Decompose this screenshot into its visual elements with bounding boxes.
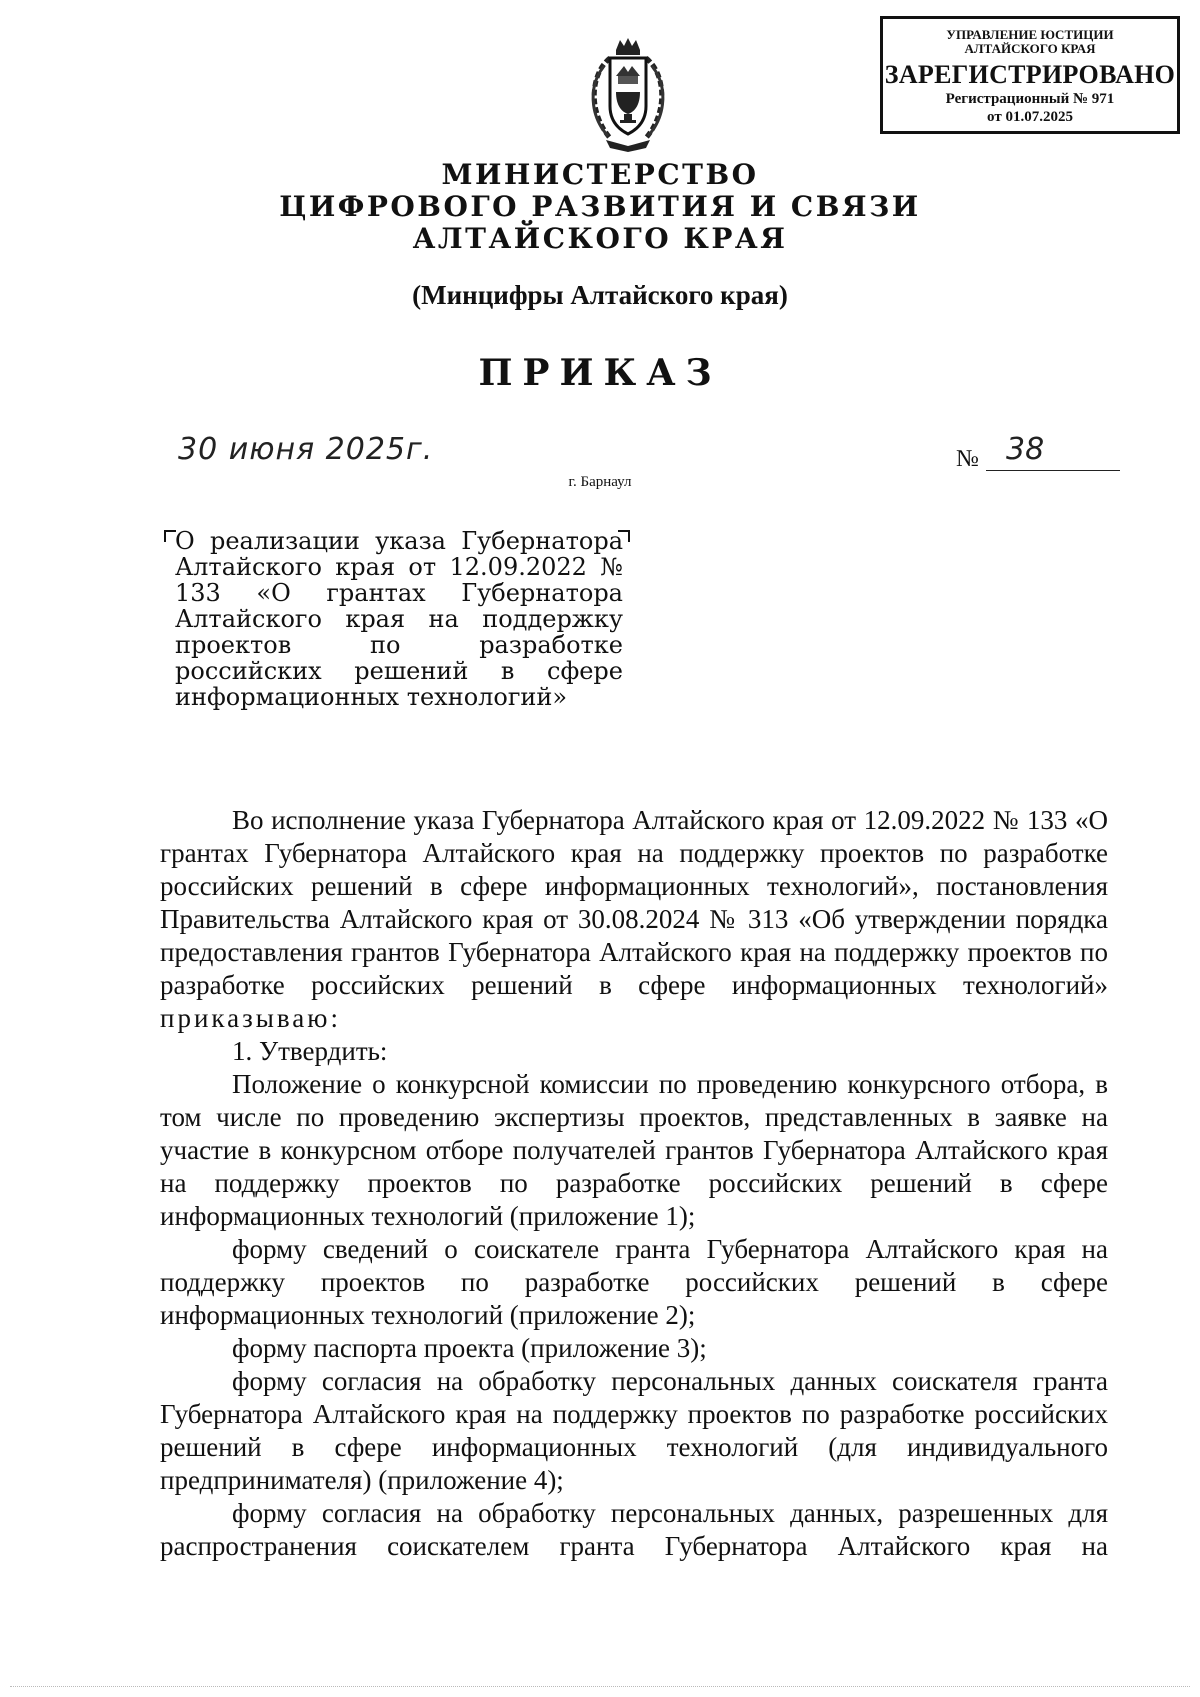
stamp-department-line1: УПРАВЛЕНИЕ ЮСТИЦИИ: [946, 27, 1114, 42]
body-paragraph-preamble: [160, 804, 1108, 1035]
stamp-registration-date: от 01.07.2025: [987, 109, 1073, 125]
body-paragraph-item-3: форму паспорта проекта (приложение 3);: [232, 1333, 707, 1363]
body-paragraph-approve: 1. Утвердить:: [232, 1036, 388, 1066]
body-paragraph-item-4: форму согласия на обработку персональных данных соискателя гранта Губернатора Алтайского края на поддержку проектов по разработке российских решений в сфере информационных технологий (для индивидуального предпринимателя) (приложение 4);: [160, 1366, 1108, 1495]
stamp-registration-number: Регистрационный № 971: [945, 91, 1115, 107]
order-number-label: №: [956, 446, 979, 472]
preamble-text: Во исполнение указа Губернатора Алтайского края от 12.09.2022 № 133 «О грантах Губернатора Алтайского края на поддержку проектов по разработке российских решений в сфере информационных технологий», постановления Правительства Алтайского края от 30.08.2024 № 313 «Об утверждении порядка предоставления грантов Губернатора Алтайского края на поддержку проектов по разработке российских решений в сфере информационных технологий»: [160, 805, 1108, 1000]
ministry-name-line1: МИНИСТЕРСТВО: [441, 158, 759, 191]
order-subject: О реализации указа Губернатора Алтайского края от 12.09.2022 № 133 «О грантах Губернатора Алтайского края на поддержку проектов по разработке российских решений в сфере информационных технологий»: [175, 527, 623, 711]
registration-stamp: [880, 16, 1180, 134]
order-body: [160, 804, 1108, 1563]
body-paragraph-item-5: форму согласия на обработку персональных данных, разрешенных для распространения соискателем гранта Губернатора Алтайского края на: [160, 1498, 1108, 1561]
ministry-name-line2: ЦИФРОВОГО РАЗВИТИЯ И СВЯЗИ: [279, 190, 921, 223]
coat-of-arms-altai-krai-icon: [580, 36, 676, 156]
order-number-underline: [986, 470, 1120, 471]
stamp-status: ЗАРЕГИСТРИРОВАНО: [884, 60, 1176, 89]
body-paragraph-item-2: форму сведений о соискателе гранта Губернатора Алтайского края на поддержку проектов по разработке российских решений в сфере информационных технологий (приложение 2);: [160, 1234, 1108, 1330]
stamp-department-line2: АЛТАЙСКОГО КРАЯ: [964, 41, 1096, 56]
ministry-short-name: (Минцифры Алтайского края): [412, 280, 788, 310]
order-word: приказываю:: [160, 1003, 341, 1033]
ministry-name-line3: АЛТАЙСКОГО КРАЯ: [412, 222, 788, 255]
handwritten-date: 30 июня 2025г.: [178, 432, 434, 467]
document-type-title: ПРИКАЗ: [478, 352, 722, 394]
city-label: г. Барнаул: [568, 474, 632, 490]
handwritten-order-number: 38: [1006, 432, 1045, 467]
body-paragraph-item-1: Положение о конкурсной комиссии по проведению конкурсного отбора, в том числе по проведению экспертизы проектов, представленных в заявке на участие в конкурсном отборе получателей грантов Губернатора Алтайского края на поддержку проектов по разработке российских решений в сфере информационных технологий (приложение 1);: [160, 1069, 1108, 1231]
scan-edge-line: [10, 1686, 1190, 1687]
